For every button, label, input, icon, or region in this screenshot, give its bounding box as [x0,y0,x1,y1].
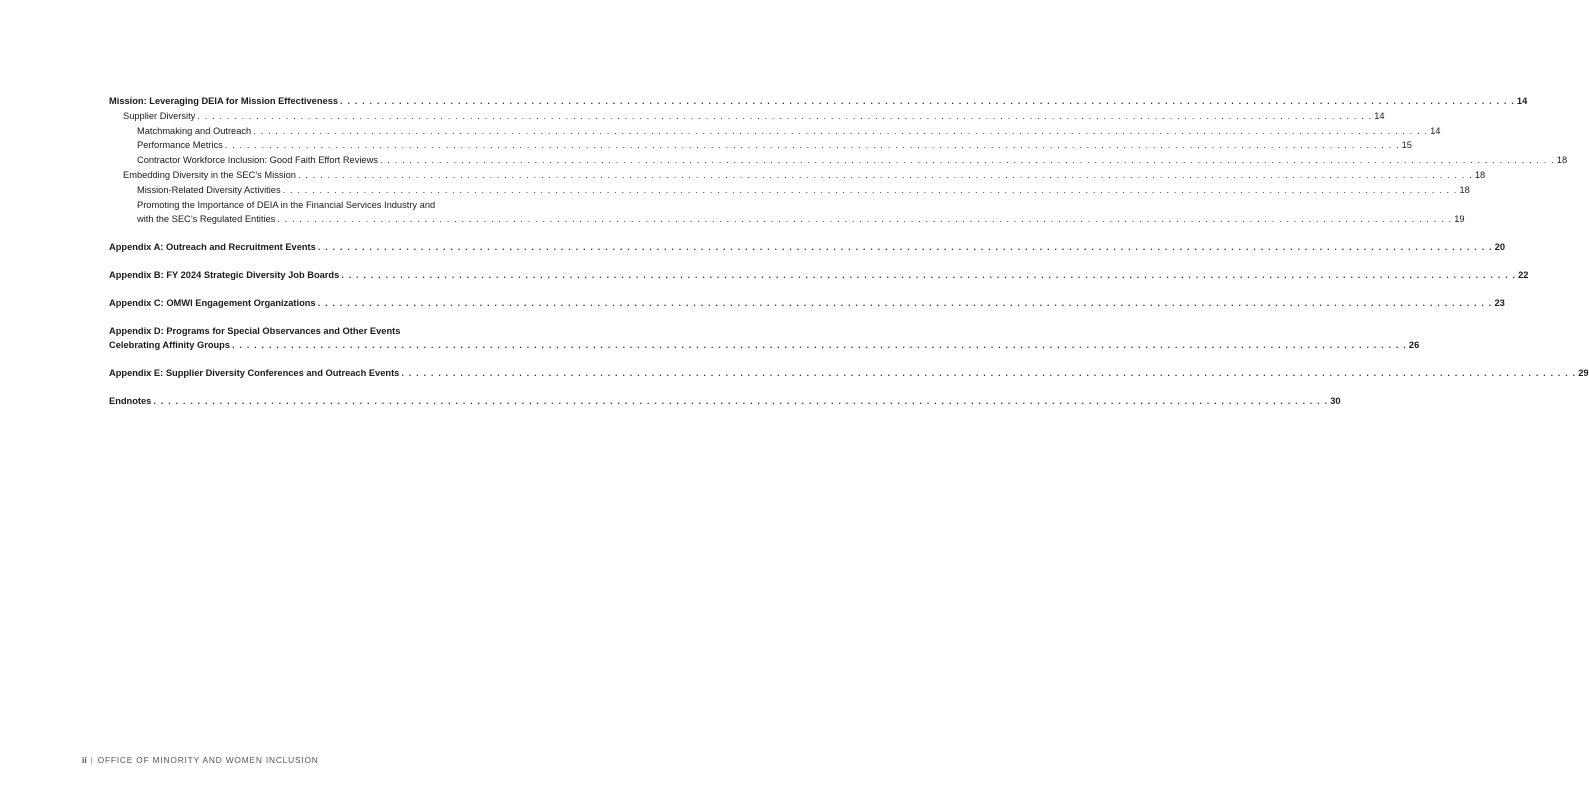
toc-spacer [109,311,509,324]
toc-dot-leader: . . . . . . . . . . . . . . . . . . . . . . . . . . . . . . . . . . . . . . . . . . . . . . . . . . . . . . . . . . . . . . . . . . . . . . . . . . . . . . . . . . . . . . . . . . . . . . . . . . . . . . . . . . . . . . . . . . . . . . . . . . . . . . . . . . . . . . . . . . . . . . . . . . . . . . . . . . . . . . . . [341,269,1517,280]
toc-entry-title: Contractor Workforce Inclusion: Good Faith Effort Reviews [137,155,378,166]
toc-entry[interactable] [109,168,1486,183]
toc-entry[interactable] [109,338,1420,353]
toc-entry[interactable] [109,366,1589,381]
toc-entry-page: 30 [1330,395,1341,406]
toc-dot-leader: . . . . . . . . . . . . . . . . . . . . . . . . . . . . . . . . . . . . . . . . . . . . . . . . . . . . . . . . . . . . . . . . . . . . . . . . . . . . . . . . . . . . . . . . . . . . . . . . . . . . . . . . . . . . . . . . . . . . . . . . . . . . . . . . . . . . . . . . . . . . . . . . . . . . . . . . . . . . . . . . [277,214,1453,225]
toc-entry[interactable] [109,212,1465,227]
toc-entry-page: 14 [1430,125,1441,136]
toc-dot-leader: . . . . . . . . . . . . . . . . . . . . . . . . . . . . . . . . . . . . . . . . . . . . . . . . . . . . . . . . . . . . . . . . . . . . . . . . . . . . . . . . . . . . . . . . . . . . . . . . . . . . . . . . . . . . . . . . . . . . . . . . . . . . . . . . . . . . . . . . . . . . . . . . . . . . . . . . . . . . . . . . [282,184,1458,195]
toc-entry[interactable] [109,296,1505,311]
toc-entry-page: 18 [1459,184,1470,195]
toc-entry-page: 29 [1578,368,1589,379]
toc-dot-leader: . . . . . . . . . . . . . . . . . . . . . . . . . . . . . . . . . . . . . . . . . . . . . . . . . . . . . . . . . . . . . . . . . . . . . . . . . . . . . . . . . . . . . . . . . . . . . . . . . . . . . . . . . . . . . . . . . . . . . . . . . . . . . . . . . . . . . . . . . . . . . . . . . . . . . . . . . . . . . . . . [340,96,1515,106]
toc-entry[interactable] [109,394,1341,409]
footer-text: OFFICE OF MINORITY AND WOMEN INCLUSION [97,755,319,765]
toc-entry[interactable] [109,240,1506,255]
toc-dot-leader: . . . . . . . . . . . . . . . . . . . . . . . . . . . . . . . . . . . . . . . . . . . . . . . . . . . . . . . . . . . . . . . . . . . . . . . . . . . . . . . . . . . . . . . . . . . . . . . . . . . . . . . . . . . . . . . . . . . . . . . . . . . . . . . . . . . . . . . . . . . . . . . . . . . . . . . . . . . . . . . . [379,155,1555,166]
toc-entry[interactable] [109,268,1529,283]
toc-dot-leader: . . . . . . . . . . . . . . . . . . . . . . . . . . . . . . . . . . . . . . . . . . . . . . . . . . . . . . . . . . . . . . . . . . . . . . . . . . . . . . . . . . . . . . . . . . . . . . . . . . . . . . . . . . . . . . . . . . . . . . . . . . . . . . . . . . . . . . . . . . . . . . . . . . . . . . . . . . . . . . . . [317,242,1493,253]
footer-separator: | [90,755,94,765]
toc-entry-page: 15 [1401,140,1412,151]
toc-entry-page: 18 [1474,169,1486,180]
toc-spacer [109,255,509,268]
toc-entry-page: 22 [1518,269,1529,280]
toc-entry-title: Appendix A: Outreach and Recruitment Events [109,242,316,253]
toc-dot-leader: . . . . . . . . . . . . . . . . . . . . . . . . . . . . . . . . . . . . . . . . . . . . . . . . . . . . . . . . . . . . . . . . . . . . . . . . . . . . . . . . . . . . . . . . . . . . . . . . . . . . . . . . . . . . . . . . . . . . . . . . . . . . . . . . . . . . . . . . . . . . . . . . . . . . . . . . . . . . . . . . [153,395,1329,406]
toc-entry-title: Appendix D: Programs for Special Observances and Other Events [109,325,401,336]
toc-entry-title: Mission-Related Diversity Activities [137,184,281,195]
toc-entry-title: Supplier Diversity [123,110,196,121]
toc-dot-leader: . . . . . . . . . . . . . . . . . . . . . . . . . . . . . . . . . . . . . . . . . . . . . . . . . . . . . . . . . . . . . . . . . . . . . . . . . . . . . . . . . . . . . . . . . . . . . . . . . . . . . . . . . . . . . . . . . . . . . . . . . . . . . . . . . . . . . . . . . . . . . . . . . . . . . . . . . . . . . . . . [224,140,1400,151]
toc-entry[interactable] [109,324,509,339]
page-number: ii [82,755,87,765]
toc-dot-leader: . . . . . . . . . . . . . . . . . . . . . . . . . . . . . . . . . . . . . . . . . . . . . . . . . . . . . . . . . . . . . . . . . . . . . . . . . . . . . . . . . . . . . . . . . . . . . . . . . . . . . . . . . . . . . . . . . . . . . . . . . . . . . . . . . . . . . . . . . . . . . . . . . . . . . . . . . . . . . . . . [297,169,1473,180]
toc-entry-page: 14 [1374,110,1385,121]
toc-entry-title: Appendix B: FY 2024 Strategic Diversity Job Boards [109,269,340,280]
toc-entry-page: 20 [1494,242,1506,253]
toc-entry[interactable] [109,124,1441,139]
toc-entry-page: 19 [1454,214,1465,225]
toc-entry-title: Embedding Diversity in the SEC’s Mission [123,169,296,180]
toc-entry-title: Appendix C: OMWI Engagement Organizations [109,297,316,308]
toc-spacer [109,353,509,366]
toc-entry-title: Endnotes [109,395,152,406]
toc-entry[interactable] [109,109,1385,124]
toc-entry-title: Matchmaking and Outreach [137,125,252,136]
toc-entry-page: 26 [1408,340,1420,351]
table-of-contents [109,94,1589,409]
toc-entry-title: Appendix E: Supplier Diversity Conferences and Outreach Events [109,368,400,379]
toc-dot-leader: . . . . . . . . . . . . . . . . . . . . . . . . . . . . . . . . . . . . . . . . . . . . . . . . . . . . . . . . . . . . . . . . . . . . . . . . . . . . . . . . . . . . . . . . . . . . . . . . . . . . . . . . . . . . . . . . . . . . . . . . . . . . . . . . . . . . . . . . . . . . . . . . . . . . . . . . . . . . . . . . [197,110,1373,121]
toc-spacer [109,227,509,240]
toc-entry-page: 14 [1516,96,1528,106]
toc-dot-leader: . . . . . . . . . . . . . . . . . . . . . . . . . . . . . . . . . . . . . . . . . . . . . . . . . . . . . . . . . . . . . . . . . . . . . . . . . . . . . . . . . . . . . . . . . . . . . . . . . . . . . . . . . . . . . . . . . . . . . . . . . . . . . . . . . . . . . . . . . . . . . . . . . . . . . . . . . . . . . . . . [401,368,1577,379]
toc-entry-title: Mission: Leveraging DEIA for Mission Effectiveness [109,96,339,106]
page-footer [82,755,319,765]
toc-dot-leader: . . . . . . . . . . . . . . . . . . . . . . . . . . . . . . . . . . . . . . . . . . . . . . . . . . . . . . . . . . . . . . . . . . . . . . . . . . . . . . . . . . . . . . . . . . . . . . . . . . . . . . . . . . . . . . . . . . . . . . . . . . . . . . . . . . . . . . . . . . . . . . . . . . . . . . . . . . . . . . . . [317,297,1493,308]
toc-entry[interactable] [109,198,509,213]
toc-entry-title: Promoting the Importance of DEIA in the Financial Services Industry and [137,199,436,210]
toc-dot-leader: . . . . . . . . . . . . . . . . . . . . . . . . . . . . . . . . . . . . . . . . . . . . . . . . . . . . . . . . . . . . . . . . . . . . . . . . . . . . . . . . . . . . . . . . . . . . . . . . . . . . . . . . . . . . . . . . . . . . . . . . . . . . . . . . . . . . . . . . . . . . . . . . . . . . . . . . . . . . . . . . [253,125,1429,136]
toc-entry[interactable] [109,94,1528,109]
toc-entry[interactable] [109,138,1412,153]
toc-entry-page: 18 [1556,155,1568,166]
toc-entry-title: Performance Metrics [137,140,223,151]
toc-entry[interactable] [109,183,1470,198]
toc-entry-title: with the SEC’s Regulated Entities [137,214,276,225]
toc-dot-leader: . . . . . . . . . . . . . . . . . . . . . . . . . . . . . . . . . . . . . . . . . . . . . . . . . . . . . . . . . . . . . . . . . . . . . . . . . . . . . . . . . . . . . . . . . . . . . . . . . . . . . . . . . . . . . . . . . . . . . . . . . . . . . . . . . . . . . . . . . . . . . . . . . . . . . . . . . . . . . . . . [232,340,1407,351]
toc-spacer [109,381,509,394]
toc-entry-title: Celebrating Affinity Groups [109,340,231,351]
toc-entry[interactable] [109,153,1568,168]
toc-spacer [109,283,509,296]
toc-entry-page: 23 [1494,297,1505,308]
